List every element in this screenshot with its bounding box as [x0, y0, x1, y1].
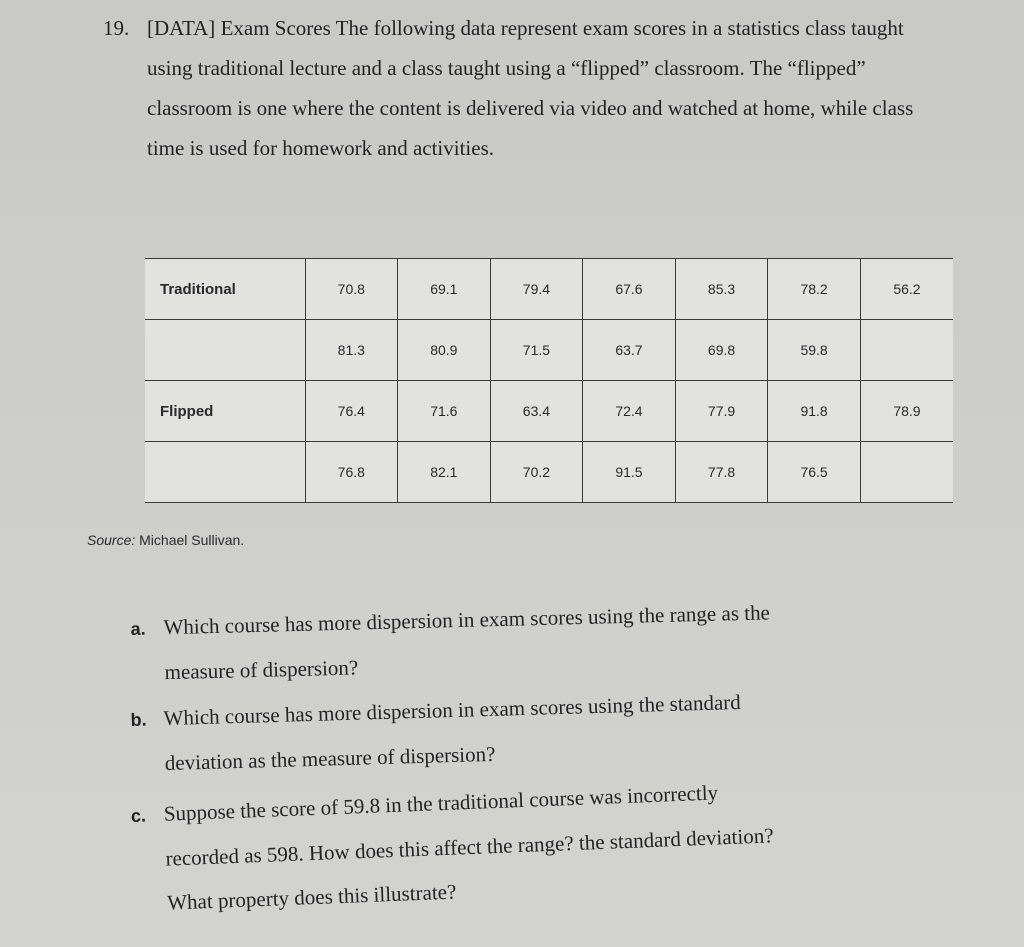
- question-text: Which course has more dispersion in exam scores using the standard: [163, 689, 742, 731]
- exam-scores-table: [145, 258, 953, 503]
- table-cell: 80.9: [398, 320, 491, 381]
- question-text-continued: recorded as 598. How does this affect the range? the standard deviation?: [165, 823, 774, 871]
- table-cell: 71.5: [490, 320, 583, 381]
- question-text: Which course has more dispersion in exam scores using the range as the: [163, 600, 771, 640]
- source-name: Michael Sullivan.: [139, 532, 245, 548]
- question-text-continued: measure of dispersion?: [164, 655, 359, 685]
- question-text-continued: What property does this illustrate?: [166, 879, 457, 915]
- problem-number: 19.: [103, 16, 130, 40]
- table-cell: 70.8: [305, 259, 398, 320]
- table-cell: 71.6: [398, 381, 491, 442]
- table-cell: 69.1: [398, 259, 491, 320]
- table-cell: 85.3: [675, 259, 768, 320]
- table-cell: 77.9: [675, 381, 768, 442]
- table-cell: 81.3: [305, 320, 398, 381]
- flipped-label: Flipped: [145, 381, 305, 442]
- question-text-continued: deviation as the measure of dispersion?: [164, 741, 496, 776]
- table-cell: 91.5: [583, 442, 676, 503]
- table-cell-empty: [145, 442, 305, 503]
- table-cell: 69.8: [675, 320, 768, 381]
- table-cell: 77.8: [675, 442, 768, 503]
- source-citation: [87, 532, 244, 548]
- table-cell: 59.8: [768, 320, 861, 381]
- table-cell: 72.4: [583, 381, 676, 442]
- table-cell: 63.7: [583, 320, 676, 381]
- table-cell: 76.4: [305, 381, 398, 442]
- table-row-traditional-1: [145, 259, 953, 320]
- table-row-flipped-2: [145, 442, 953, 503]
- table-row-traditional-2: [145, 320, 953, 381]
- problem-prompt: [147, 8, 927, 168]
- table-cell: 70.2: [490, 442, 583, 503]
- table-row-flipped-1: [145, 381, 953, 442]
- question-letter: b.: [130, 709, 147, 730]
- table-cell: 76.8: [305, 442, 398, 503]
- table-cell: 79.4: [490, 259, 583, 320]
- question-letter: a.: [130, 618, 146, 639]
- traditional-label: Traditional: [145, 259, 305, 320]
- table-cell: 78.2: [768, 259, 861, 320]
- table-cell-empty: [860, 442, 953, 503]
- problem-title: Exam Scores: [220, 16, 331, 40]
- question-text: Suppose the score of 59.8 in the traditional course was incorrectly: [163, 780, 719, 826]
- question-c: [130, 761, 964, 926]
- table-cell: 78.9: [860, 381, 953, 442]
- table-cell-empty: [145, 320, 305, 381]
- question-letter: c.: [130, 805, 147, 826]
- table-cell: 76.5: [768, 442, 861, 503]
- table-cell: 56.2: [860, 259, 953, 320]
- table-cell: 82.1: [398, 442, 491, 503]
- problem-prompt-text: The following data represent exam scores in a statistics class taught using traditional lecture and a class taught using a “flipped” classroom. The “flipped” classroom is one where the content is delivered via video and watched at home, while class time is used for homework and activities.: [147, 16, 914, 160]
- source-label: Source:: [87, 532, 136, 548]
- table-cell: 63.4: [490, 381, 583, 442]
- table-cell-empty: [860, 320, 953, 381]
- problem-tag: [DATA]: [147, 16, 216, 40]
- table-cell: 67.6: [583, 259, 676, 320]
- table-cell: 91.8: [768, 381, 861, 442]
